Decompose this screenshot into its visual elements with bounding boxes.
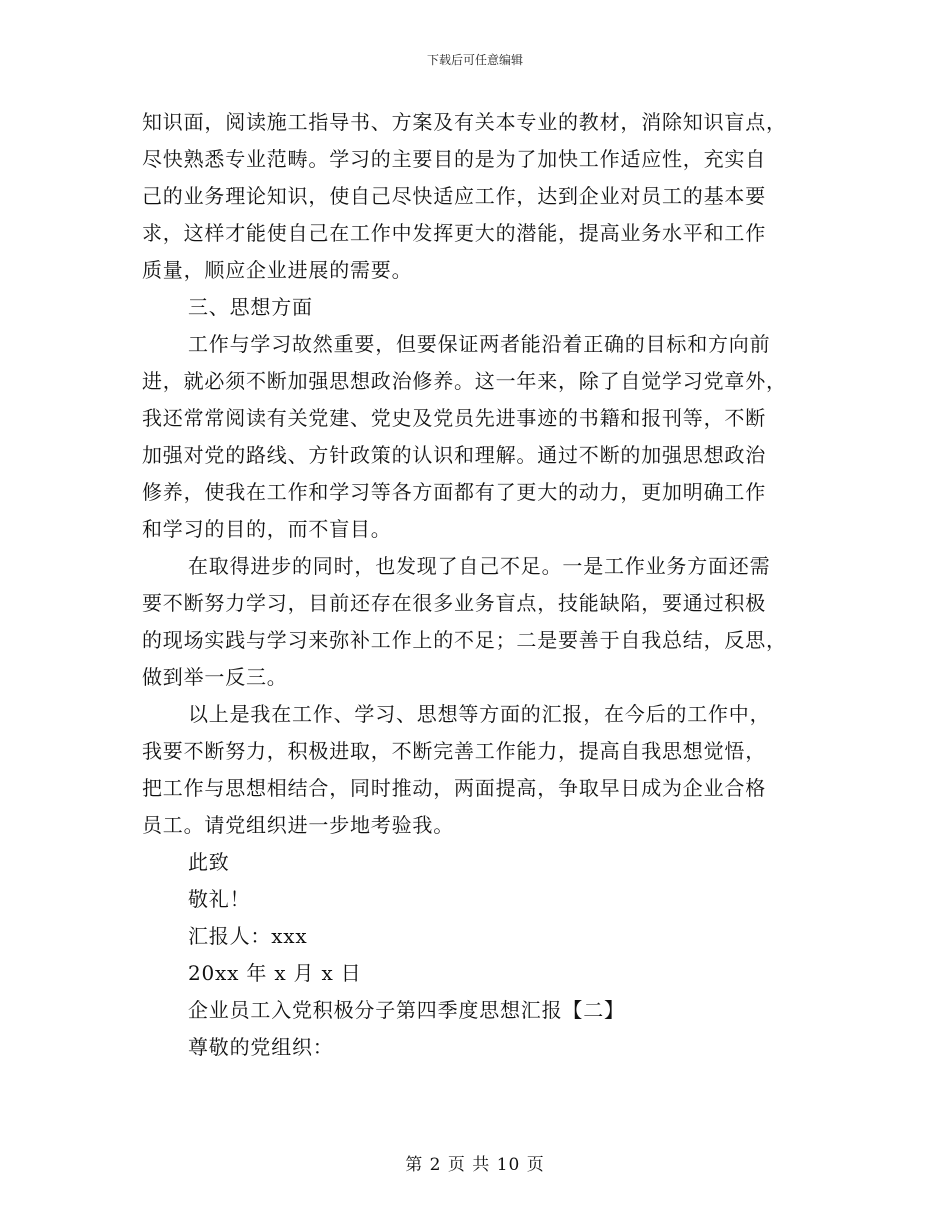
text-line: 做到举一反三。 (142, 665, 288, 689)
text-line: 在取得进步的同时，也发现了自己不足。一是工作业务方面还需 (188, 554, 771, 578)
text-line: 修养，使我在工作和学习等各方面都有了更大的动力，更加明确工作 (142, 480, 766, 504)
reporter-line: 汇报人：xxx (188, 924, 308, 948)
page-number: 第 2 页 共 10 页 (405, 1155, 545, 1175)
date-line: 20xx 年 x 月 x 日 (188, 961, 362, 985)
text-line: 的现场实践与学习来弥补工作上的不足；二是要善于自我总结，反思， (142, 628, 787, 652)
salutation: 敬礼！ (188, 887, 251, 911)
closing-phrase: 此致 (188, 850, 230, 874)
text-line: 知识面，阅读施工指导书、方案及有关本专业的教材，消除知识盲点， (142, 110, 787, 134)
text-line: 求，这样才能使自己在工作中发挥更大的潜能，提高业务水平和工作 (142, 221, 766, 245)
document-body (142, 104, 810, 1066)
text-line: 以上是我在工作、学习、思想等方面的汇报，在今后的工作中， (188, 702, 771, 726)
greeting-line: 尊敬的党组织： (188, 1035, 334, 1059)
text-line: 工作与学习故然重要，但要保证两者能沿着正确的目标和方向前 (188, 332, 771, 356)
section-heading: 三、思想方面 (188, 295, 313, 319)
text-line: 质量，顺应企业进展的需要。 (142, 258, 413, 282)
text-line: 和学习的目的，而不盲目。 (142, 517, 392, 541)
text-line: 员工。请党组织进一步地考验我。 (142, 813, 454, 837)
text-line: 要不断努力学习，目前还存在很多业务盲点，技能缺陷，要通过积极 (142, 591, 766, 615)
text-line: 我要不断努力，积极进取，不断完善工作能力，提高自我思想觉悟， (142, 739, 766, 763)
text-line: 加强对党的路线、方针政策的认识和理解。通过不断的加强思想政治 (142, 443, 766, 467)
text-line: 进，就必须不断加强思想政治修养。这一年来，除了自觉学习党章外， (142, 369, 787, 393)
text-line: 我还常常阅读有关党建、党史及党员先进事迹的书籍和报刊等，不断 (142, 406, 766, 430)
text-line: 己的业务理论知识，使自己尽快适应工作，达到企业对员工的基本要 (142, 184, 766, 208)
text-line: 把工作与思想相结合，同时推动，两面提高，争取早日成为企业合格 (142, 776, 766, 800)
text-line: 尽快熟悉专业范畴。学习的主要目的是为了加快工作适应性，充实自 (142, 147, 766, 171)
page-header: 下载后可任意编辑 (426, 53, 523, 67)
next-report-title: 企业员工入党积极分子第四季度思想汇报【二】 (188, 998, 625, 1022)
